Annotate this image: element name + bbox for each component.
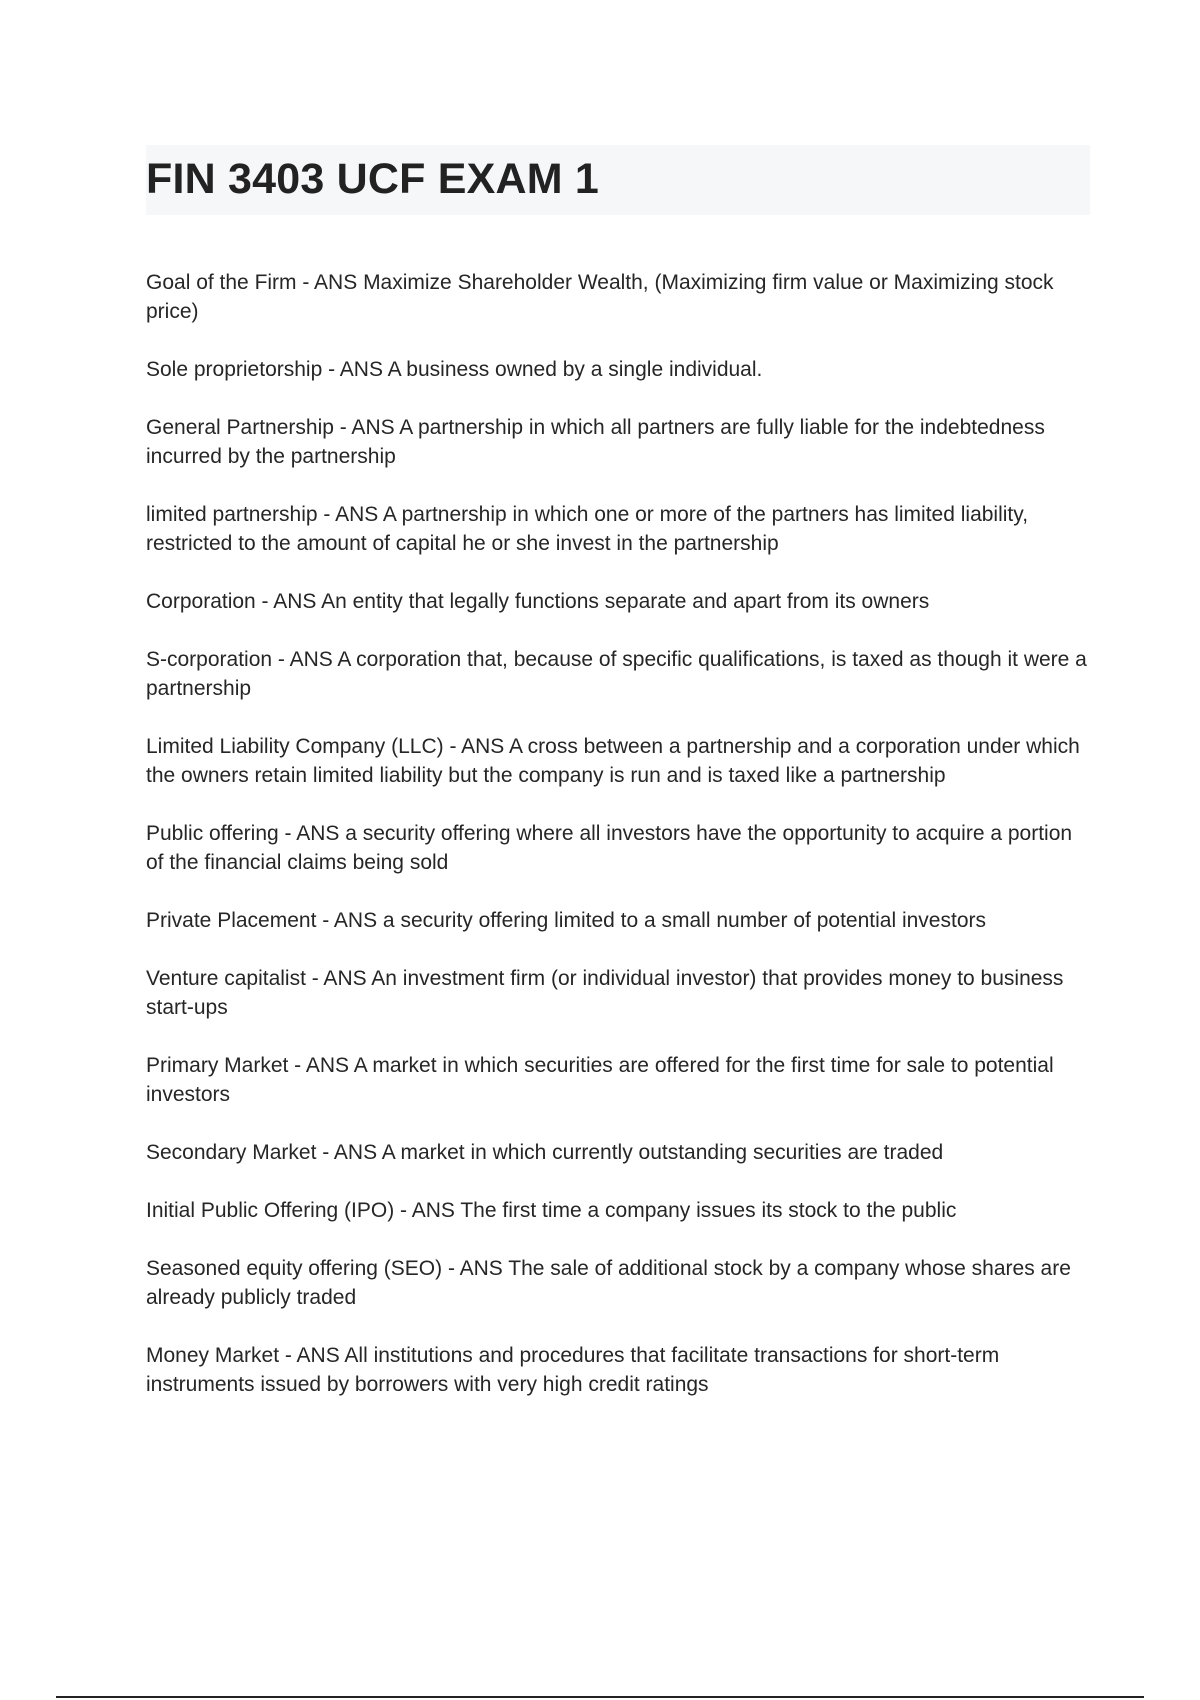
definition-entry: Initial Public Offering (IPO) - ANS The first time a company issues its stock to the public — [146, 1199, 957, 1222]
definition-entry: Primary Market - ANS A market in which securities are offered for the first time for sale to potential investors — [146, 1054, 1054, 1106]
definition-entry: S-corporation - ANS A corporation that, because of specific qualifications, is taxed as though it were a partnership — [146, 648, 1087, 700]
bottom-rule — [56, 1696, 1144, 1698]
title-band — [146, 145, 1090, 215]
definition-entry: Seasoned equity offering (SEO) - ANS The sale of additional stock by a company whose shares are already publicly traded — [146, 1257, 1071, 1309]
definition-entry: Sole proprietorship - ANS A business owned by a single individual. — [146, 358, 763, 381]
definition-entry: Secondary Market - ANS A market in which currently outstanding securities are traded — [146, 1141, 944, 1164]
definition-entry: Corporation - ANS An entity that legally functions separate and apart from its owners — [146, 590, 930, 613]
definition-entry: Venture capitalist - ANS An investment firm (or individual investor) that provides money to business start-ups — [146, 967, 1064, 1019]
page-title: FIN 3403 UCF EXAM 1 — [146, 155, 600, 203]
definition-entry: Limited Liability Company (LLC) - ANS A cross between a partnership and a corporation under which the owners retain limited liability but the company is run and is taxed like a partnership — [146, 735, 1080, 787]
definition-entry: Money Market - ANS All institutions and procedures that facilitate transactions for short-term instruments issued by borrowers with very high credit ratings — [146, 1344, 1000, 1396]
definition-entry: General Partnership - ANS A partnership in which all partners are fully liable for the indebtedness incurred by the partnership — [146, 416, 1045, 468]
definition-entry: Goal of the Firm - ANS Maximize Shareholder Wealth, (Maximizing firm value or Maximizing stock price) — [146, 271, 1054, 323]
definition-entry: Public offering - ANS a security offering where all investors have the opportunity to acquire a portion of the financial claims being sold — [146, 822, 1073, 874]
definition-entry: limited partnership - ANS A partnership in which one or more of the partners has limited liability, restricted to the amount of capital he or she invest in the partnership — [146, 503, 1029, 555]
definition-entry: Private Placement - ANS a security offering limited to a small number of potential investors — [146, 909, 986, 932]
definition-list — [146, 268, 1090, 1428]
